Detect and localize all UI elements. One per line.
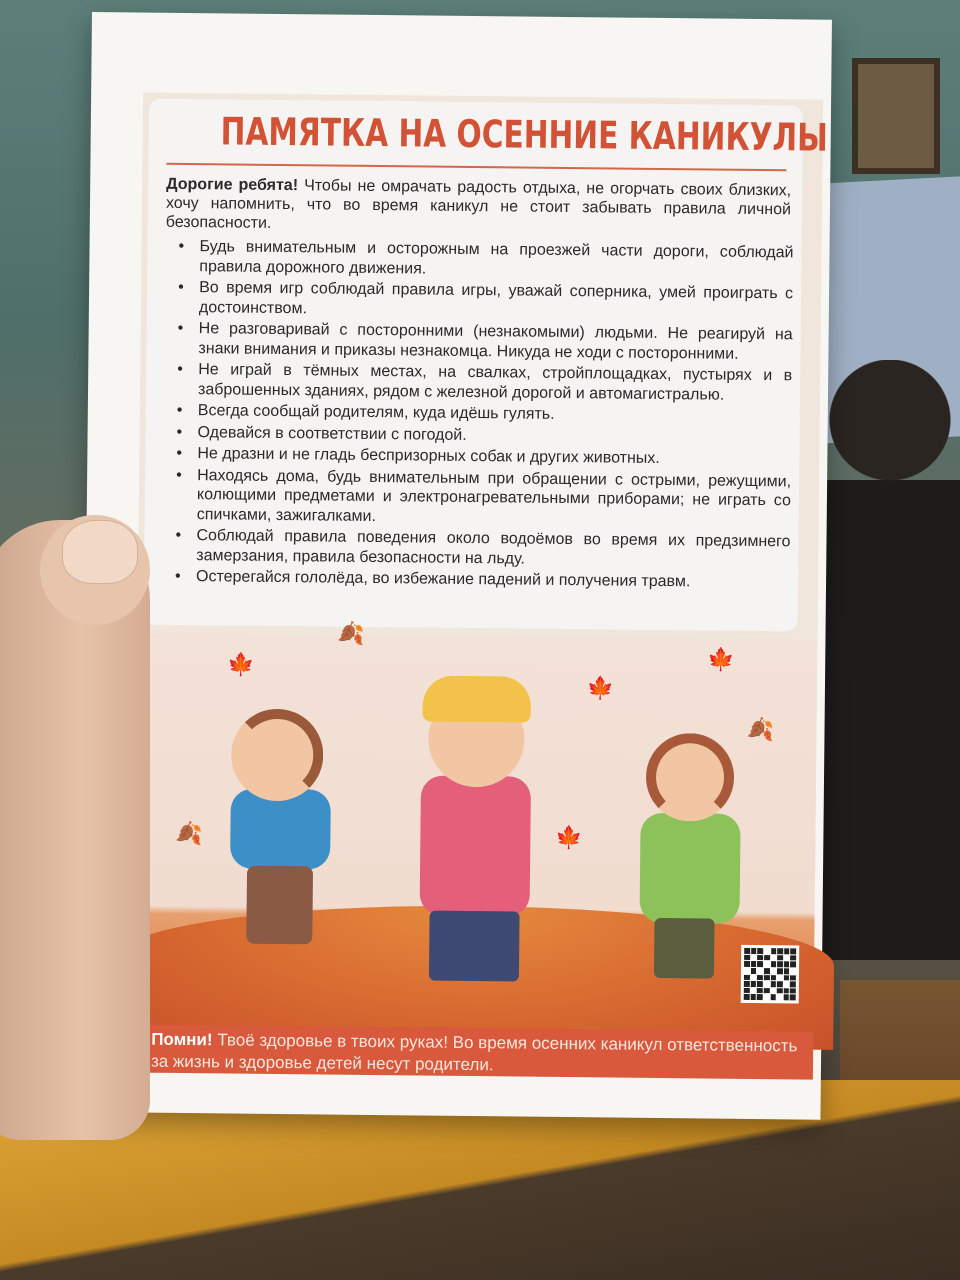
reminder-body: Твоё здоровье в твоих руках! Во время осенних каникул ответственность за жизнь и здоровье детей несут родители. bbox=[150, 1030, 798, 1075]
person-in-background bbox=[820, 360, 960, 960]
qr-code bbox=[741, 945, 800, 1004]
rule-item: • Всегда сообщай родителям, куда идёшь гулять. bbox=[164, 401, 792, 427]
children-illustration bbox=[133, 620, 817, 1075]
girl-jeans bbox=[429, 911, 520, 982]
rule-item: • Одевайся в соответствии с погодой. bbox=[164, 422, 792, 448]
wall-portrait bbox=[852, 58, 940, 174]
maple-leaf-icon: 🍂 bbox=[337, 620, 366, 646]
title-underline bbox=[166, 163, 786, 171]
rule-item: • Будь внимательным и осторожным на проезжей части дороги, соблюдай правила дорожного движения. bbox=[165, 237, 793, 283]
reminder-text bbox=[151, 1029, 801, 1080]
rule-item: • Находясь дома, будь внимательным при обращении с острыми, режущими, колющими предметами и электронагревательными приборами; не играть со спичками, зажигалками. bbox=[163, 465, 792, 530]
safety-rules-list bbox=[162, 237, 794, 595]
boy-trousers bbox=[246, 866, 313, 945]
leaflet-print bbox=[133, 93, 829, 1075]
rule-item: • Не дразни и не гладь беспризорных собак и других животных. bbox=[163, 444, 791, 470]
maple-leaf-icon: 🍁 bbox=[555, 824, 583, 851]
girl-green-leggings bbox=[654, 918, 715, 979]
girl-hat bbox=[423, 676, 531, 723]
girl-green-figure bbox=[639, 813, 740, 924]
maple-leaf-icon: 🍂 bbox=[746, 716, 775, 743]
maple-leaf-icon: 🍁 bbox=[586, 675, 615, 701]
boy-head bbox=[231, 709, 324, 802]
rule-item: • Не играй в тёмных местах, на свалках, стройплощадках, пустырях и в заброшенных зданиях, рядом с железной дорогой и автомагистралью. bbox=[164, 360, 792, 406]
maple-leaf-icon: 🍁 bbox=[707, 646, 735, 672]
rule-item: • Не разговаривай с посторонними (незнакомыми) людьми. Не реагируй на знаки внимания и приказы незнакомца. Никуда не ходи с посторонними. bbox=[164, 319, 792, 365]
intro-text: Чтобы не омрачать радость отдыха, не огорчать своих близких, хочу напомнить, что во время каникул не стоит забывать правила личной безопасности. bbox=[165, 177, 792, 232]
girl-figure bbox=[420, 775, 531, 916]
girl-green-head bbox=[646, 733, 735, 822]
rule-item: • Во время игр соблюдай правила игры, уважай соперника, умей проиграть с достоинством. bbox=[165, 278, 793, 324]
intro-paragraph bbox=[166, 175, 792, 239]
text-card bbox=[144, 99, 829, 632]
greeting: Дорогие ребята! bbox=[166, 175, 299, 195]
leaflet-title: ПАМЯТКА НА ОСЕННИЕ КАНИКУЛЫ bbox=[220, 109, 829, 160]
thumbnail-nail bbox=[62, 520, 138, 584]
reminder-bold: Помни! bbox=[151, 1029, 213, 1050]
maple-leaf-icon: 🍁 bbox=[227, 651, 255, 677]
leaflet-paper bbox=[80, 12, 831, 1120]
rule-item: • Остерегайся гололёда, во избежание падений и получения травм. bbox=[162, 567, 790, 593]
rule-item: • Соблюдай правила поведения около водоёмов во время их предзимнего замерзания, правила безопасности на льду. bbox=[162, 526, 790, 572]
reminder-banner bbox=[133, 1024, 813, 1079]
maple-leaf-icon: 🍂 bbox=[175, 820, 203, 847]
